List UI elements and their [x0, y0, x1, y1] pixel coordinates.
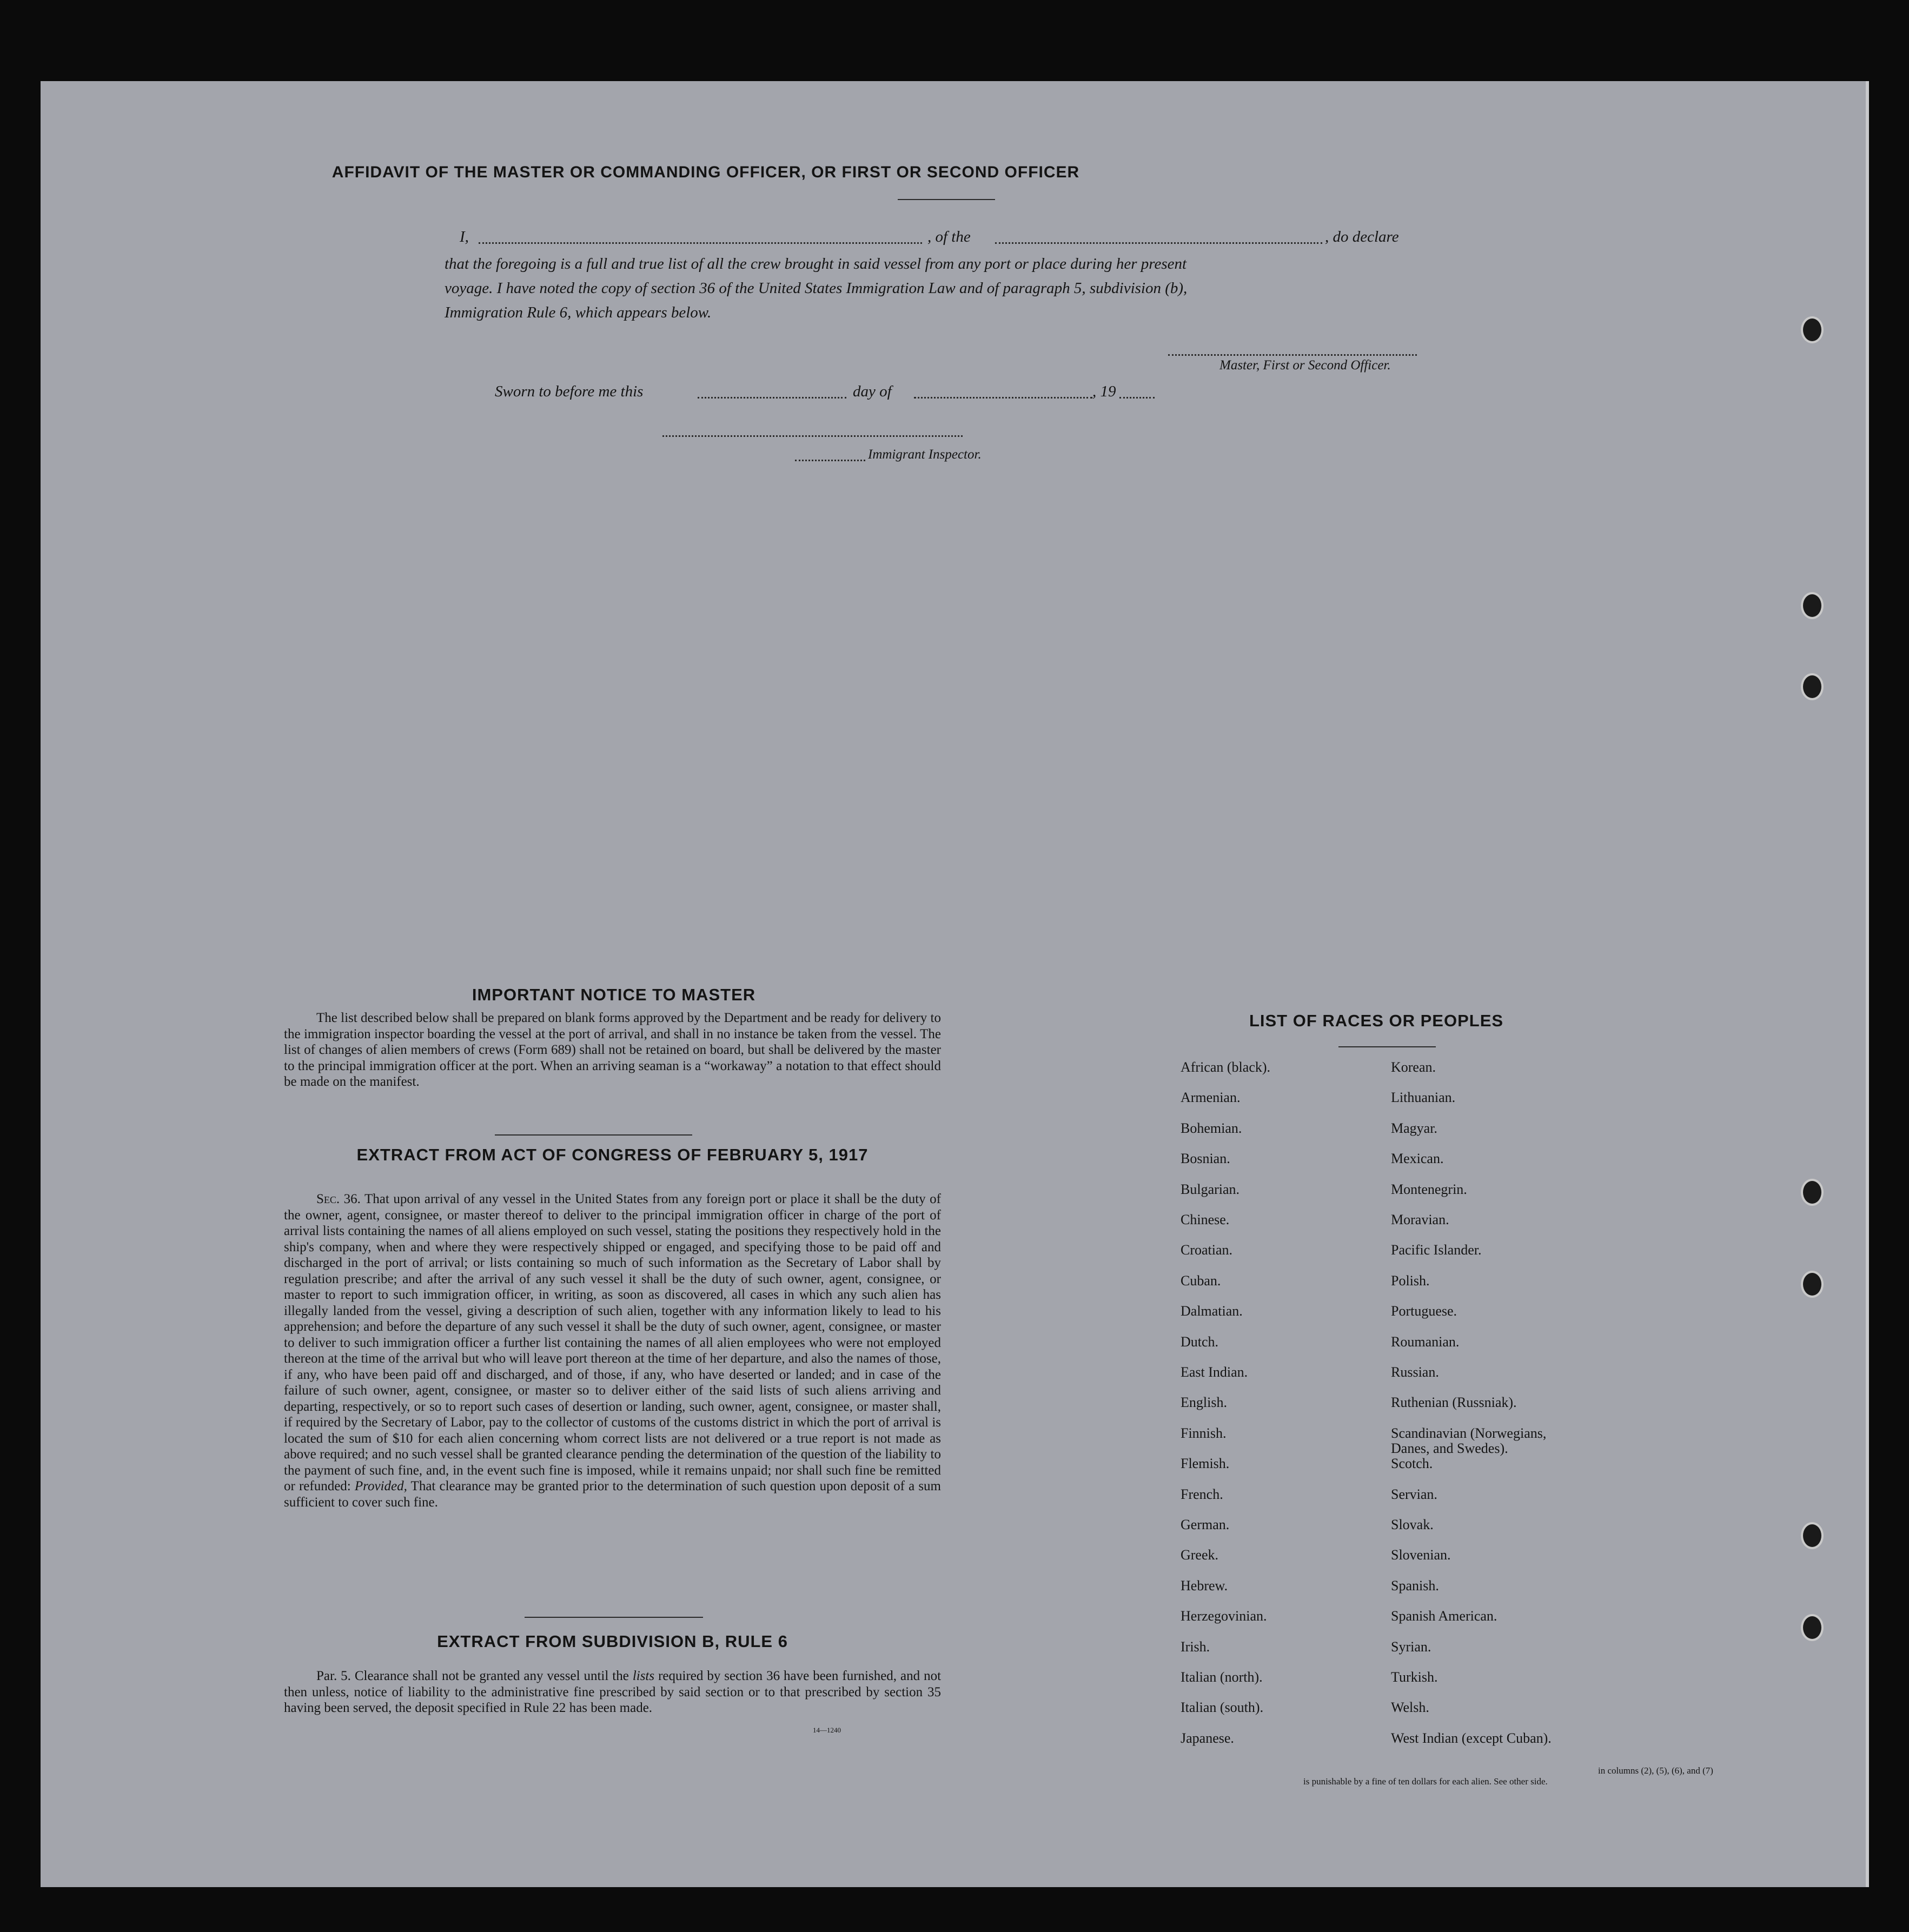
inspector-short-line	[795, 460, 865, 461]
sworn-label: Sworn to before me this	[495, 383, 644, 400]
act-sec-label: Sec. 36.	[316, 1192, 361, 1206]
affidavit-name-blank	[479, 242, 922, 244]
race-item: Slovenian.	[1391, 1547, 1451, 1563]
punch-hole	[1801, 316, 1824, 343]
race-item: Moravian.	[1391, 1212, 1449, 1227]
master-signature-line	[1168, 354, 1417, 356]
act-provided: Provided,	[354, 1479, 407, 1493]
act-rule	[525, 1617, 703, 1618]
sworn-day-blank	[698, 397, 846, 399]
race-item: Finnish.	[1181, 1425, 1227, 1441]
race-item: Cuban.	[1181, 1272, 1221, 1289]
race-item: Italian (north).	[1181, 1669, 1263, 1685]
affidavit-I: I,	[460, 228, 469, 245]
race-item: Russian.	[1391, 1364, 1439, 1380]
race-item: Montenegrin.	[1391, 1181, 1467, 1197]
form-sheet	[41, 81, 1869, 1887]
race-item: Welsh.	[1391, 1699, 1429, 1716]
race-item: Scotch.	[1391, 1456, 1433, 1472]
act-body: That upon arrival of any vessel in the United States from any foreign port or place it shall be the duty of the owner, agent, consignee, or master thereof to deliver to the principal immigration officer in charge of the port of arrival lists containing the names of all aliens employed on such vessel, stating the positions they respectively hold in the ship's company, when and where they were respectively shipped or engaged, and specifying those to be paid off and discharged in the port of arrival; or lists containing so much of such information as the Secretary of Labor shall by regulation prescribe; and after the arrival of any such vessel it shall be the duty of such owner, agent, consignee, or master to report to such immigration officer, in writing, as soon as discovered, all cases in which any such alien has illegally landed from the vessel, giving a description of such alien, together with any information likely to lead to his apprehension; and before the departure of any such vessel it shall be the duty of such owner, agent, consignee, or master to deliver to such immigration officer a further list containing the names of all alien employees who were not employed thereon at the time of the arrival but who will leave port thereon at the time of her departure, and also the names of those, if any, who have been paid off and discharged, and of those, if any, who have deserted or landed; and in case of the failure of such owner, agent, consignee, or master so to deliver either of the said lists of such aliens arriving and departing, respectively, or so to report such cases of desertion or landing, such owner, agent, consignee, or master shall, if required by the Secretary of Labor, pay to the collector of customs of the customs district in which the port of arrival is located the sum of $10 for each alien concerning whom correct lists are not delivered or a true report is not made as above required; and no such vessel shall be granted clearance pending the determination of the question of the liability to the payment of such fine, and, in the event such fine is imposed, while it remains unpaid; nor shall such fine be remitted or refunded:	[284, 1192, 942, 1493]
affidavit-title-rule	[898, 199, 995, 200]
race-item: Dalmatian.	[1181, 1303, 1243, 1319]
race-item: Bulgarian.	[1181, 1181, 1240, 1197]
race-item: German.	[1181, 1517, 1230, 1532]
race-item: African (black).	[1181, 1059, 1271, 1075]
punch-hole	[1801, 592, 1824, 619]
race-item: East Indian.	[1181, 1364, 1248, 1380]
race-item: Irish.	[1181, 1638, 1210, 1655]
footer-line2: is punishable by a fine of ten dollars for each alien. See other side.	[1303, 1776, 1548, 1787]
day-of-label: day of	[853, 383, 892, 400]
punch-hole	[1801, 1614, 1824, 1641]
notice-text: The list described below shall be prepared on blank forms approved by the Department and be ready for delivery to the immigration inspector boarding the vessel at the port of arrival, and shall in no instance be taken from the vessel. The list of changes of alien members of crews (Form 689) shall not be retained on board, but shall be delivered by the master to the principal immigration officer at the port. When an arriving seaman is a “workaway” a notation to that effect should be made on the manifest.	[284, 1011, 941, 1089]
race-item: Roumanian.	[1391, 1333, 1460, 1350]
act-title: EXTRACT FROM ACT OF CONGRESS OF FEBRUARY 5, 1917	[356, 1145, 869, 1164]
race-item: Lithuanian.	[1391, 1090, 1456, 1106]
act-body-end: That clearance may be granted prior to the determination of such question upon deposit of a sum sufficient to cover such fine.	[284, 1479, 941, 1510]
race-item: Greek.	[1181, 1547, 1219, 1563]
race-item: Scandinavian (Norwegians, Danes, and Swedes).	[1391, 1425, 1547, 1456]
rule-body-a: Par. 5. Clearance shall not be granted any vessel until the	[316, 1669, 629, 1683]
punch-hole	[1801, 1271, 1824, 1298]
footer-line1: in columns (2), (5), (6), and (7)	[1598, 1765, 1713, 1776]
race-item: Italian (south).	[1181, 1699, 1264, 1716]
race-item: Hebrew.	[1181, 1577, 1228, 1594]
race-item: Bohemian.	[1181, 1120, 1242, 1136]
sworn-month-blank	[914, 397, 1092, 399]
race-item: Magyar.	[1391, 1120, 1437, 1136]
inspector-signature-line	[662, 435, 963, 437]
rule-text	[284, 1668, 941, 1716]
races-title: LIST OF RACES OR PEOPLES	[1249, 1011, 1504, 1030]
race-item: Syrian.	[1391, 1638, 1431, 1655]
affidavit-do-declare: , do declare	[1325, 228, 1399, 245]
rule-body-b: required by section 36 have been furnished, and not then unless, notice of liability to the administrative fine prescribed by said section or to that prescribed by section 35 having been served, the deposit specified in Rule 22 has been made.	[284, 1669, 942, 1715]
notice-title: IMPORTANT NOTICE TO MASTER	[472, 985, 756, 1004]
punch-hole	[1801, 673, 1824, 700]
race-item: Japanese.	[1181, 1730, 1234, 1746]
race-item: Spanish.	[1391, 1577, 1439, 1594]
race-item: Herzegovinian.	[1181, 1608, 1267, 1624]
race-item: Dutch.	[1181, 1333, 1219, 1350]
year-prefix: , 19	[1092, 383, 1116, 400]
race-item: Bosnian.	[1181, 1151, 1230, 1167]
race-item: Croatian.	[1181, 1242, 1233, 1258]
affidavit-line3: voyage. I have noted the copy of section 36 of the United States Immigration Law and of paragraph 5, subdivision (b),	[445, 280, 1188, 297]
form-number: 14—1240	[813, 1726, 841, 1734]
race-item: Mexican.	[1391, 1151, 1444, 1167]
affidavit-line4: Immigration Rule 6, which appears below.	[445, 304, 712, 321]
race-item: Korean.	[1391, 1059, 1436, 1075]
race-item: Flemish.	[1181, 1456, 1230, 1472]
race-item: Pacific Islander.	[1391, 1242, 1482, 1258]
rule-lists: lists	[632, 1669, 655, 1683]
punch-hole	[1801, 1179, 1824, 1206]
races-rule	[1338, 1046, 1436, 1047]
race-item: Armenian.	[1181, 1090, 1241, 1106]
affidavit-of-the: , of the	[927, 228, 971, 245]
race-item: Spanish American.	[1391, 1608, 1497, 1624]
race-item: Turkish.	[1391, 1669, 1438, 1685]
race-item: West Indian (except Cuban).	[1391, 1730, 1552, 1746]
affidavit-title: AFFIDAVIT OF THE MASTER OR COMMANDING OFFICER, OR FIRST OR SECOND OFFICER	[332, 163, 1080, 181]
race-item: French.	[1181, 1486, 1223, 1502]
punch-hole	[1801, 1522, 1824, 1549]
master-caption: Master, First or Second Officer.	[1219, 358, 1391, 373]
inspector-caption: Immigrant Inspector.	[868, 447, 982, 462]
affidavit-vessel-blank	[995, 242, 1322, 244]
race-item: Chinese.	[1181, 1212, 1230, 1227]
affidavit-line2: that the foregoing is a full and true list of all the crew brought in said vessel from any port or place during her present	[445, 255, 1187, 273]
act-text	[284, 1191, 941, 1510]
race-item: Ruthenian (Russniak).	[1391, 1395, 1517, 1411]
rule-title: EXTRACT FROM SUBDIVISION B, RULE 6	[437, 1632, 788, 1651]
race-item: Polish.	[1391, 1272, 1430, 1289]
race-item: Slovak.	[1391, 1517, 1434, 1532]
sworn-year-blank	[1119, 397, 1155, 399]
race-item: Portuguese.	[1391, 1303, 1457, 1319]
race-item: Servian.	[1391, 1486, 1437, 1502]
race-item: English.	[1181, 1395, 1227, 1411]
notice-rule	[495, 1134, 692, 1136]
